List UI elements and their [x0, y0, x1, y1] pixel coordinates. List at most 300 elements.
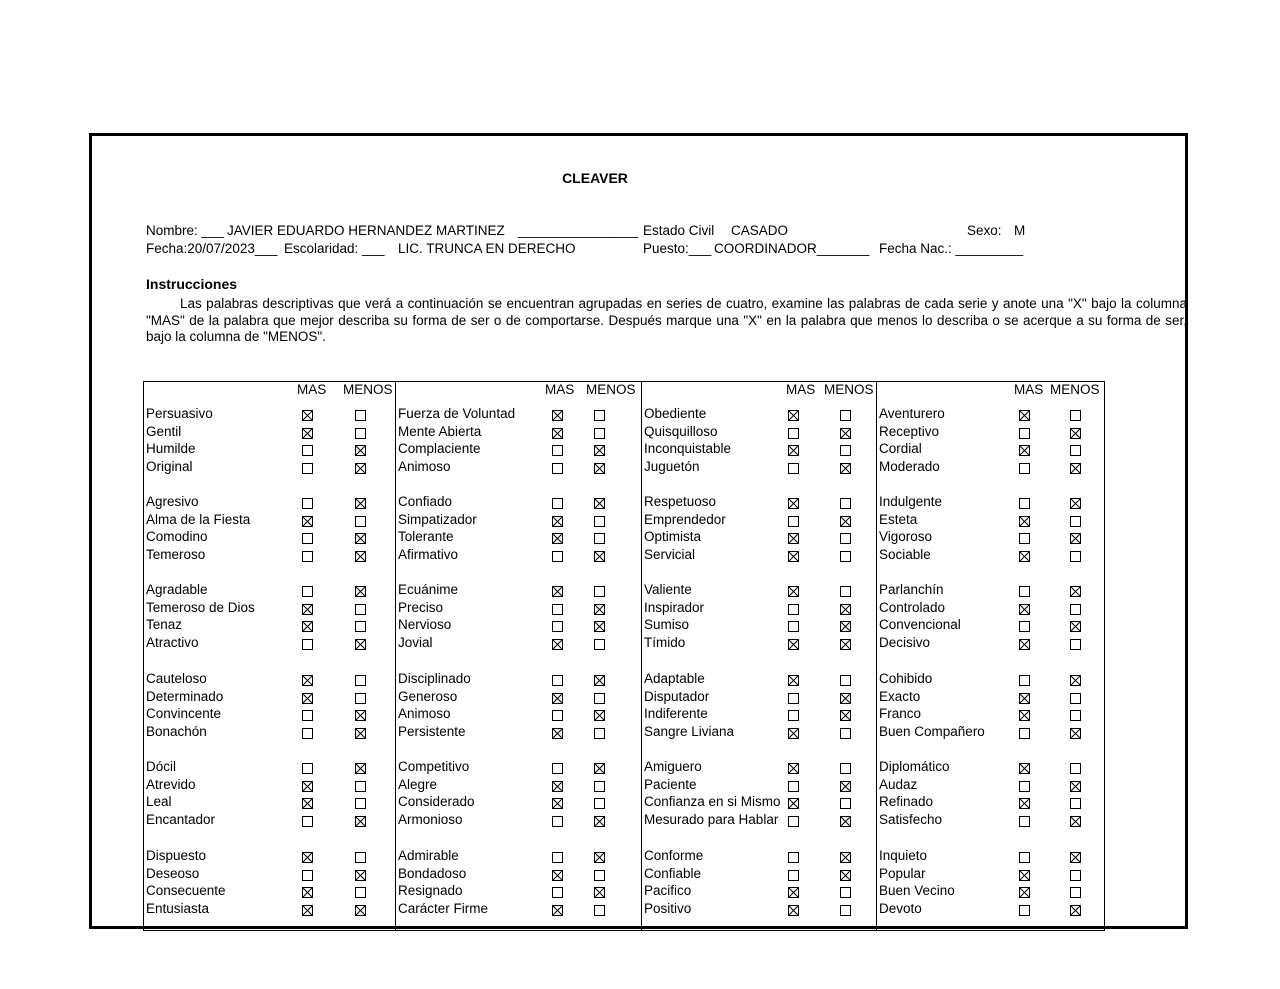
mas-checkbox[interactable] [302, 463, 313, 474]
word-label: Disciplinado [398, 671, 471, 686]
word-label: Positivo [644, 901, 692, 917]
word-label: Quisquilloso [644, 423, 718, 439]
mas-checkbox[interactable] [302, 533, 313, 544]
menos-checkbox[interactable] [594, 551, 605, 562]
mas-checkbox[interactable] [788, 604, 799, 615]
mas-checkbox[interactable] [788, 498, 799, 509]
word-label: Convencional [879, 617, 961, 633]
menos-checkbox[interactable] [840, 410, 851, 421]
puesto-value: COORDINADOR_______ [714, 241, 870, 256]
menos-checkbox[interactable] [355, 586, 366, 597]
mas-checkbox[interactable] [1019, 887, 1030, 898]
menos-checkbox[interactable] [355, 905, 366, 916]
word-label: Comodino [146, 529, 208, 545]
word-label: Admirable [398, 848, 459, 863]
menos-checkbox[interactable] [594, 516, 605, 527]
mas-checkbox[interactable] [552, 816, 563, 827]
menos-checkbox[interactable] [594, 533, 605, 544]
mas-checkbox[interactable] [552, 763, 563, 774]
word-column-3 [641, 381, 876, 931]
word-label: Armonioso [398, 812, 463, 828]
menos-checkbox[interactable] [840, 763, 851, 774]
mas-checkbox[interactable] [1019, 551, 1030, 562]
menos-checkbox[interactable] [840, 463, 851, 474]
mas-checkbox[interactable] [788, 675, 799, 686]
menos-checkbox[interactable] [594, 586, 605, 597]
word-label: Animoso [398, 706, 451, 722]
menos-checkbox[interactable] [355, 693, 366, 704]
menos-checkbox[interactable] [840, 781, 851, 792]
instructions-heading: Instrucciones [146, 276, 238, 292]
mas-checkbox[interactable] [1019, 728, 1030, 739]
word-label: Valiente [644, 582, 692, 597]
mas-checkbox[interactable] [552, 621, 563, 632]
mas-checkbox[interactable] [302, 675, 313, 686]
word-label: Vigoroso [879, 529, 933, 545]
menos-checkbox[interactable] [1070, 639, 1081, 650]
menos-checkbox[interactable] [840, 798, 851, 809]
escolaridad-value: LIC. TRUNCA EN DERECHO [398, 241, 576, 256]
word-label: Dispuesto [146, 848, 207, 863]
mas-checkbox[interactable] [788, 905, 799, 916]
menos-checkbox[interactable] [594, 428, 605, 439]
mas-checkbox[interactable] [1019, 516, 1030, 527]
menos-checkbox[interactable] [840, 498, 851, 509]
menos-checkbox[interactable] [355, 445, 366, 456]
mas-header: MAS [1014, 382, 1044, 397]
mas-checkbox[interactable] [1019, 710, 1030, 721]
mas-checkbox[interactable] [552, 445, 563, 456]
menos-checkbox[interactable] [840, 675, 851, 686]
word-label: Parlanchín [879, 582, 944, 597]
menos-checkbox[interactable] [594, 693, 605, 704]
mas-checkbox[interactable] [1019, 445, 1030, 456]
word-label: Consecuente [146, 883, 226, 899]
menos-checkbox[interactable] [1070, 675, 1081, 686]
word-label: Fuerza de Voluntad [398, 406, 516, 421]
word-label: Considerado [398, 794, 475, 810]
menos-checkbox[interactable] [1070, 551, 1081, 562]
mas-checkbox[interactable] [302, 693, 313, 704]
mas-checkbox[interactable] [552, 551, 563, 562]
word-label: Temeroso de Dios [146, 599, 255, 615]
mas-checkbox[interactable] [788, 428, 799, 439]
mas-checkbox[interactable] [302, 639, 313, 650]
menos-checkbox[interactable] [355, 798, 366, 809]
word-label: Disputador [644, 688, 710, 704]
word-label: Jovial [398, 635, 433, 651]
puesto-label: Puesto:___ [643, 241, 712, 256]
word-label: Mesurado para Hablar [644, 812, 779, 828]
word-label: Resignado [398, 883, 463, 899]
mas-checkbox[interactable] [552, 428, 563, 439]
mas-checkbox[interactable] [552, 887, 563, 898]
mas-checkbox[interactable] [1019, 781, 1030, 792]
mas-checkbox[interactable] [1019, 463, 1030, 474]
menos-checkbox[interactable] [1070, 498, 1081, 509]
word-label: Mente Abierta [398, 423, 482, 439]
word-label: Generoso [398, 688, 458, 704]
word-label: Obediente [644, 406, 707, 421]
word-label: Aventurero [879, 406, 945, 421]
word-label: Servicial [644, 547, 696, 563]
mas-checkbox[interactable] [302, 498, 313, 509]
menos-checkbox[interactable] [594, 870, 605, 881]
menos-checkbox[interactable] [840, 533, 851, 544]
mas-checkbox[interactable] [302, 763, 313, 774]
mas-checkbox[interactable] [788, 551, 799, 562]
menos-checkbox[interactable] [594, 445, 605, 456]
word-label: Dócil [146, 759, 177, 774]
menos-checkbox[interactable] [1070, 870, 1081, 881]
mas-checkbox[interactable] [1019, 675, 1030, 686]
mas-checkbox[interactable] [552, 693, 563, 704]
word-label: Controlado [879, 599, 946, 615]
mas-checkbox[interactable] [1019, 905, 1030, 916]
mas-checkbox[interactable] [788, 463, 799, 474]
menos-checkbox[interactable] [1070, 887, 1081, 898]
mas-header: MAS [786, 382, 816, 397]
word-label: Afirmativo [398, 547, 459, 563]
word-label: Agresivo [146, 494, 199, 509]
menos-checkbox[interactable] [594, 621, 605, 632]
word-label: Satisfecho [879, 812, 943, 828]
mas-checkbox[interactable] [788, 410, 799, 421]
mas-checkbox[interactable] [552, 905, 563, 916]
word-label: Inquieto [879, 848, 928, 863]
menos-checkbox[interactable] [1070, 586, 1081, 597]
mas-checkbox[interactable] [552, 710, 563, 721]
menos-checkbox[interactable] [840, 604, 851, 615]
mas-checkbox[interactable] [1019, 816, 1030, 827]
mas-checkbox[interactable] [302, 710, 313, 721]
word-label: Esteta [879, 511, 918, 527]
menos-checkbox[interactable] [355, 498, 366, 509]
menos-checkbox[interactable] [594, 763, 605, 774]
word-label: Carácter Firme [398, 901, 489, 917]
mas-checkbox[interactable] [1019, 533, 1030, 544]
mas-header: MAS [297, 382, 327, 397]
menos-checkbox[interactable] [840, 621, 851, 632]
menos-checkbox[interactable] [1070, 428, 1081, 439]
menos-checkbox[interactable] [594, 728, 605, 739]
words-grid [143, 381, 1105, 932]
form-title: CLEAVER [562, 170, 628, 186]
menos-checkbox[interactable] [594, 675, 605, 686]
word-label: Sangre Liviana [644, 724, 735, 740]
word-label: Pacifico [644, 883, 692, 899]
word-label: Buen Vecino [879, 883, 955, 899]
mas-checkbox[interactable] [552, 533, 563, 544]
mas-checkbox[interactable] [302, 604, 313, 615]
word-label: Tolerante [398, 529, 454, 545]
mas-checkbox[interactable] [788, 852, 799, 863]
menos-checkbox[interactable] [840, 639, 851, 650]
fecha-field: Fecha:20/07/2023___ [146, 241, 278, 256]
mas-checkbox[interactable] [552, 463, 563, 474]
menos-checkbox[interactable] [355, 675, 366, 686]
word-label: Determinado [146, 688, 224, 704]
mas-checkbox[interactable] [788, 781, 799, 792]
menos-checkbox[interactable] [594, 604, 605, 615]
mas-checkbox[interactable] [552, 498, 563, 509]
nombre-underline: ________________ [518, 223, 639, 238]
mas-checkbox[interactable] [788, 887, 799, 898]
word-label: Receptivo [879, 423, 940, 439]
word-label: Complaciente [398, 441, 481, 457]
word-label: Confianza en si Mismo [644, 794, 781, 810]
menos-checkbox[interactable] [594, 816, 605, 827]
mas-checkbox[interactable] [1019, 621, 1030, 632]
menos-checkbox[interactable] [840, 870, 851, 881]
mas-checkbox[interactable] [302, 816, 313, 827]
word-label: Atrevido [146, 776, 196, 792]
mas-checkbox[interactable] [302, 445, 313, 456]
word-label: Nervioso [398, 617, 452, 633]
menos-checkbox[interactable] [840, 816, 851, 827]
mas-checkbox[interactable] [788, 710, 799, 721]
word-label: Bonachón [146, 724, 207, 740]
word-label: Cauteloso [146, 671, 207, 686]
mas-checkbox[interactable] [1019, 870, 1030, 881]
nombre-value: JAVIER EDUARDO HERNANDEZ MARTINEZ [227, 223, 505, 238]
menos-checkbox[interactable] [840, 586, 851, 597]
menos-checkbox[interactable] [1070, 410, 1081, 421]
mas-header: MAS [545, 382, 575, 397]
mas-checkbox[interactable] [302, 887, 313, 898]
menos-checkbox[interactable] [355, 516, 366, 527]
menos-checkbox[interactable] [1070, 604, 1081, 615]
mas-checkbox[interactable] [302, 728, 313, 739]
menos-checkbox[interactable] [840, 551, 851, 562]
menos-checkbox[interactable] [355, 410, 366, 421]
mas-checkbox[interactable] [788, 728, 799, 739]
menos-checkbox[interactable] [1070, 516, 1081, 527]
menos-checkbox[interactable] [355, 852, 366, 863]
mas-checkbox[interactable] [552, 675, 563, 686]
menos-header: MENOS [1050, 382, 1100, 397]
word-label: Ecuánime [398, 582, 459, 597]
mas-checkbox[interactable] [788, 445, 799, 456]
menos-checkbox[interactable] [355, 870, 366, 881]
word-label: Agradable [146, 582, 208, 597]
menos-checkbox[interactable] [594, 710, 605, 721]
menos-header: MENOS [824, 382, 874, 397]
mas-checkbox[interactable] [788, 763, 799, 774]
word-label: Cordial [879, 441, 922, 457]
word-column-2 [395, 381, 641, 931]
word-label: Tenaz [146, 617, 183, 633]
mas-checkbox[interactable] [1019, 604, 1030, 615]
mas-checkbox[interactable] [552, 781, 563, 792]
menos-checkbox[interactable] [840, 428, 851, 439]
mas-checkbox[interactable] [1019, 586, 1030, 597]
menos-checkbox[interactable] [840, 887, 851, 898]
word-label: Popular [879, 865, 926, 881]
menos-checkbox[interactable] [594, 410, 605, 421]
menos-checkbox[interactable] [1070, 445, 1081, 456]
word-label: Atractivo [146, 635, 199, 651]
estado-civil-label: Estado Civil [643, 223, 715, 238]
word-label: Persuasivo [146, 406, 213, 421]
mas-checkbox[interactable] [302, 551, 313, 562]
menos-checkbox[interactable] [840, 516, 851, 527]
menos-checkbox[interactable] [1070, 816, 1081, 827]
mas-checkbox[interactable] [1019, 798, 1030, 809]
mas-checkbox[interactable] [788, 639, 799, 650]
mas-checkbox[interactable] [788, 693, 799, 704]
menos-checkbox[interactable] [355, 639, 366, 650]
word-label: Sociable [879, 547, 931, 563]
mas-checkbox[interactable] [552, 852, 563, 863]
mas-checkbox[interactable] [1019, 428, 1030, 439]
mas-checkbox[interactable] [788, 798, 799, 809]
word-column-1 [143, 381, 395, 931]
mas-checkbox[interactable] [302, 516, 313, 527]
word-label: Inconquistable [644, 441, 732, 457]
menos-checkbox[interactable] [594, 463, 605, 474]
word-label: Decisivo [879, 635, 931, 651]
menos-checkbox[interactable] [594, 781, 605, 792]
menos-checkbox[interactable] [355, 816, 366, 827]
word-label: Preciso [398, 599, 444, 615]
word-label: Alma de la Fiesta [146, 511, 251, 527]
mas-checkbox[interactable] [552, 516, 563, 527]
mas-checkbox[interactable] [302, 586, 313, 597]
menos-checkbox[interactable] [1070, 533, 1081, 544]
mas-checkbox[interactable] [552, 728, 563, 739]
mas-checkbox[interactable] [1019, 852, 1030, 863]
word-label: Juguetón [644, 459, 700, 475]
menos-checkbox[interactable] [594, 905, 605, 916]
word-label: Audaz [879, 776, 918, 792]
mas-checkbox[interactable] [788, 586, 799, 597]
menos-checkbox[interactable] [1070, 621, 1081, 632]
menos-checkbox[interactable] [594, 498, 605, 509]
word-label: Entusiasta [146, 901, 210, 917]
mas-checkbox[interactable] [302, 410, 313, 421]
menos-header: MENOS [343, 382, 393, 397]
menos-checkbox[interactable] [840, 710, 851, 721]
mas-checkbox[interactable] [1019, 763, 1030, 774]
word-label: Leal [146, 794, 172, 810]
mas-checkbox[interactable] [1019, 693, 1030, 704]
menos-checkbox[interactable] [1070, 905, 1081, 916]
menos-checkbox[interactable] [355, 710, 366, 721]
menos-checkbox[interactable] [1070, 693, 1081, 704]
word-label: Confiable [644, 865, 702, 881]
menos-header: MENOS [586, 382, 636, 397]
menos-checkbox[interactable] [355, 463, 366, 474]
menos-checkbox[interactable] [355, 728, 366, 739]
mas-checkbox[interactable] [302, 798, 313, 809]
mas-checkbox[interactable] [552, 870, 563, 881]
mas-checkbox[interactable] [1019, 498, 1030, 509]
menos-checkbox[interactable] [1070, 710, 1081, 721]
escolaridad-label: Escolaridad: ___ [284, 241, 385, 256]
word-label: Amiguero [644, 759, 702, 774]
mas-checkbox[interactable] [788, 816, 799, 827]
mas-checkbox[interactable] [788, 533, 799, 544]
word-label: Bondadoso [398, 865, 467, 881]
menos-checkbox[interactable] [594, 639, 605, 650]
menos-checkbox[interactable] [594, 887, 605, 898]
menos-checkbox[interactable] [355, 763, 366, 774]
menos-checkbox[interactable] [1070, 763, 1081, 774]
mas-checkbox[interactable] [1019, 410, 1030, 421]
mas-checkbox[interactable] [302, 781, 313, 792]
word-label: Devoto [879, 901, 922, 917]
word-label: Temeroso [146, 547, 206, 563]
menos-checkbox[interactable] [355, 428, 366, 439]
nombre-label: Nombre: ___ [146, 223, 225, 238]
word-label: Persistente [398, 724, 466, 740]
mas-checkbox[interactable] [552, 586, 563, 597]
mas-checkbox[interactable] [552, 604, 563, 615]
menos-checkbox[interactable] [594, 798, 605, 809]
mas-checkbox[interactable] [552, 798, 563, 809]
menos-checkbox[interactable] [840, 728, 851, 739]
sexo-label: Sexo: [967, 223, 1002, 238]
word-label: Inspirador [644, 599, 705, 615]
menos-checkbox[interactable] [1070, 463, 1081, 474]
word-label: Conforme [644, 848, 704, 863]
mas-checkbox[interactable] [302, 428, 313, 439]
menos-checkbox[interactable] [1070, 798, 1081, 809]
word-label: Paciente [644, 776, 697, 792]
fecha-nac-field: Fecha Nac.: _________ [879, 241, 1024, 256]
menos-checkbox[interactable] [1070, 781, 1081, 792]
word-label: Buen Compañero [879, 724, 985, 740]
word-label: Original [146, 459, 193, 475]
mas-checkbox[interactable] [302, 870, 313, 881]
word-label: Humilde [146, 441, 196, 457]
menos-checkbox[interactable] [840, 905, 851, 916]
menos-checkbox[interactable] [355, 621, 366, 632]
menos-checkbox[interactable] [840, 693, 851, 704]
word-label: Cohibido [879, 671, 933, 686]
word-label: Tímido [644, 635, 686, 651]
word-label: Exacto [879, 688, 921, 704]
menos-checkbox[interactable] [840, 852, 851, 863]
word-label: Confiado [398, 494, 453, 509]
menos-checkbox[interactable] [1070, 852, 1081, 863]
word-label: Alegre [398, 776, 438, 792]
mas-checkbox[interactable] [302, 905, 313, 916]
menos-checkbox[interactable] [594, 852, 605, 863]
mas-checkbox[interactable] [788, 870, 799, 881]
menos-checkbox[interactable] [355, 551, 366, 562]
menos-checkbox[interactable] [355, 604, 366, 615]
mas-checkbox[interactable] [788, 621, 799, 632]
word-label: Diplomático [879, 759, 950, 774]
mas-checkbox[interactable] [302, 852, 313, 863]
mas-checkbox[interactable] [552, 410, 563, 421]
word-label: Deseoso [146, 865, 200, 881]
mas-checkbox[interactable] [552, 639, 563, 650]
word-label: Refinado [879, 794, 934, 810]
mas-checkbox[interactable] [1019, 639, 1030, 650]
menos-checkbox[interactable] [355, 887, 366, 898]
menos-checkbox[interactable] [355, 781, 366, 792]
mas-checkbox[interactable] [302, 621, 313, 632]
word-label: Optimista [644, 529, 702, 545]
menos-checkbox[interactable] [840, 445, 851, 456]
menos-checkbox[interactable] [1070, 728, 1081, 739]
mas-checkbox[interactable] [788, 516, 799, 527]
menos-checkbox[interactable] [355, 533, 366, 544]
word-label: Franco [879, 706, 922, 722]
